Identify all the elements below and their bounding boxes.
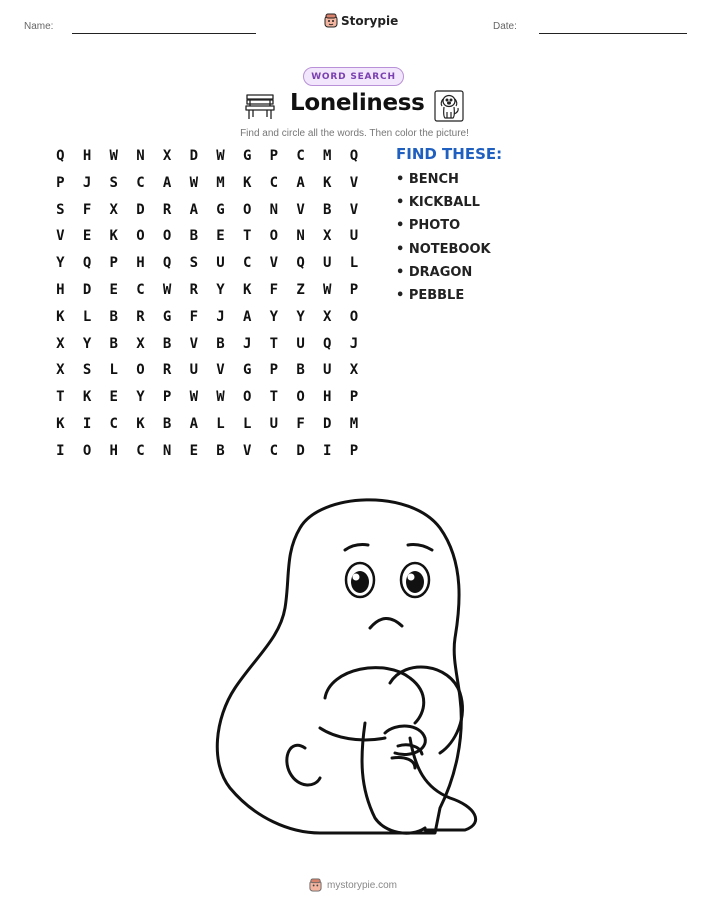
grid-letter[interactable]: F [296,415,305,432]
storypie-logo-icon [309,878,322,892]
grid-letter[interactable]: V [349,201,359,218]
grid-letter[interactable]: W [189,389,198,406]
grid-letter[interactable]: W [109,148,118,164]
grid-row [47,148,367,175]
grid-letter[interactable]: Y [136,389,145,406]
grid-letter[interactable]: N [296,228,305,245]
grid-letter[interactable]: V [296,201,305,218]
grid-letter[interactable]: Z [296,281,305,298]
grid-letter[interactable]: T [269,389,279,406]
grid-letter[interactable]: X [349,362,359,379]
grid-letter[interactable]: M [216,174,225,191]
dog-icon [434,90,464,122]
title-row [0,90,709,124]
grid-letter[interactable]: N [136,148,145,164]
storypie-logo-icon [324,13,338,28]
grid-letter[interactable]: X [136,335,145,352]
grid-letter[interactable]: D [189,148,198,164]
grid-letter[interactable]: V [242,442,252,459]
grid-letter[interactable]: L [216,415,225,432]
grid-letter[interactable]: O [242,201,252,218]
grid-letter[interactable]: C [136,174,145,191]
grid-letter[interactable]: I [323,442,332,459]
instructions: Find and circle all the words. Then color the picture! [240,128,469,139]
grid-letter[interactable]: W [216,148,225,164]
grid-letter[interactable]: N [162,442,172,459]
grid-letter[interactable]: K [242,281,252,298]
grid-letter[interactable]: B [162,415,172,432]
word-item: • DRAGON [396,264,473,280]
grid-letter[interactable]: A [296,174,305,191]
grid-letter[interactable]: A [189,201,198,218]
grid-letter[interactable]: H [136,255,145,272]
grid-row [47,175,367,202]
grid-letter[interactable]: G [162,308,172,325]
grid-letter[interactable]: N [269,201,279,218]
date-label: Date: [493,21,517,32]
grid-letter[interactable]: K [136,415,145,432]
grid-letter[interactable]: V [56,228,65,245]
grid-letter[interactable]: W [323,281,332,298]
grid-letter[interactable]: Q [323,335,332,352]
grid-letter[interactable]: C [136,442,145,459]
grid-letter[interactable]: U [189,362,198,379]
grid-letter[interactable]: O [269,228,279,245]
grid-letter[interactable]: L [82,308,92,325]
grid-letter[interactable]: K [56,308,65,325]
grid-letter[interactable]: D [136,201,145,218]
grid-letter[interactable]: X [323,308,332,325]
grid-letter[interactable]: G [242,148,252,164]
grid-letter[interactable]: B [216,335,225,352]
grid-letter[interactable]: L [242,415,252,432]
grid-letter[interactable]: J [82,174,92,191]
grid-letter[interactable]: U [323,255,332,272]
grid-letter[interactable]: J [242,335,252,352]
grid-letter[interactable]: T [269,335,279,352]
grid-letter[interactable]: B [323,201,332,218]
grid-letter[interactable]: P [349,389,359,406]
grid-letter[interactable]: B [109,335,118,352]
grid-letter[interactable]: A [242,308,252,325]
grid-letter[interactable]: J [349,335,359,352]
grid-letter[interactable]: K [242,174,252,191]
grid-letter[interactable]: C [109,415,118,432]
grid-row [47,255,367,282]
grid-letter[interactable]: X [56,362,65,379]
word-item: • KICKBALL [396,195,480,211]
grid-letter[interactable]: Q [82,255,92,272]
grid-letter[interactable]: L [349,255,359,272]
grid-letter[interactable]: C [242,255,252,272]
grid-letter[interactable]: C [296,148,305,164]
grid-letter[interactable]: P [349,442,359,459]
grid-letter[interactable]: X [109,201,118,218]
grid-letter[interactable]: D [296,442,305,459]
find-these-heading: FIND THESE: [396,145,503,163]
grid-letter[interactable]: O [349,308,359,325]
grid-letter[interactable]: W [189,174,198,191]
page-title: Loneliness [290,90,425,116]
grid-letter[interactable]: O [296,389,305,406]
grid-letter[interactable]: R [162,362,172,379]
grid-letter[interactable]: O [136,362,145,379]
grid-row [47,362,367,389]
grid-letter[interactable]: Y [56,255,65,272]
brand-name: Storypie [341,13,399,28]
grid-letter[interactable]: P [349,281,359,298]
grid-letter[interactable]: X [56,335,65,352]
grid-letter[interactable]: E [109,281,118,298]
grid-letter[interactable]: G [216,201,225,218]
grid-letter[interactable]: P [162,389,172,406]
grid-letter[interactable]: C [269,442,279,459]
grid-letter[interactable]: U [216,255,225,272]
grid-letter[interactable]: F [189,308,198,325]
grid-letter[interactable]: G [242,362,252,379]
grid-letter[interactable]: X [162,148,172,164]
grid-letter[interactable]: W [216,389,225,406]
grid-letter[interactable]: J [216,308,225,325]
name-label: Name: [24,21,54,32]
grid-letter[interactable]: U [323,362,332,379]
grid-letter[interactable]: Y [269,308,279,325]
grid-row [47,202,367,229]
grid-letter[interactable]: B [109,308,118,325]
grid-letter[interactable]: H [82,148,92,164]
sad-character-picture [210,488,500,848]
grid-letter[interactable]: P [56,174,65,191]
grid-row [47,336,367,363]
grid-letter[interactable]: O [242,389,252,406]
grid-letter[interactable]: Y [296,308,305,325]
grid-letter[interactable]: I [56,442,65,459]
grid-letter[interactable]: R [162,201,172,218]
grid-letter[interactable]: V [189,335,198,352]
grid-letter[interactable]: O [136,228,145,245]
grid-row [47,228,367,255]
grid-row [47,389,367,416]
grid-letter[interactable]: Y [82,335,92,352]
grid-letter[interactable]: U [349,228,359,245]
grid-row [47,443,367,470]
grid-letter[interactable]: P [109,255,118,272]
grid-letter[interactable]: P [269,148,279,164]
grid-letter[interactable]: O [82,442,92,459]
grid-letter[interactable]: K [82,389,92,406]
grid-letter[interactable]: I [82,415,92,432]
grid-letter[interactable]: K [323,174,332,191]
grid-letter[interactable]: E [189,442,198,459]
grid-letter[interactable]: K [109,228,118,245]
grid-letter[interactable]: F [269,281,279,298]
grid-letter[interactable]: F [82,201,92,218]
grid-letter[interactable]: H [323,389,332,406]
grid-letter[interactable]: Q [296,255,305,272]
brand-logo [324,13,398,28]
word-list [396,172,491,311]
name-line [72,33,256,34]
grid-row [47,282,367,309]
word-item: • NOTEBOOK [396,241,491,257]
grid-letter[interactable]: M [323,148,332,164]
grid-letter[interactable]: U [296,335,305,352]
grid-letter[interactable]: Q [162,255,172,272]
grid-letter[interactable]: A [162,174,172,191]
grid-letter[interactable]: H [56,281,65,298]
grid-letter[interactable]: D [323,415,332,432]
grid-letter[interactable]: C [136,281,145,298]
bench-icon [244,93,276,121]
word-search-badge: WORD SEARCH [303,67,404,86]
grid-letter[interactable]: V [216,362,225,379]
word-item: • PHOTO [396,218,461,234]
word-search-grid [47,148,367,470]
grid-letter[interactable]: A [189,415,198,432]
grid-letter[interactable]: R [136,308,145,325]
grid-letter[interactable]: Y [216,281,225,298]
grid-letter[interactable]: U [269,415,279,432]
grid-letter[interactable]: B [162,335,172,352]
grid-letter[interactable]: Q [56,148,65,164]
word-item: • PEBBLE [396,287,465,303]
word-item: • BENCH [396,172,459,187]
grid-row [47,416,367,443]
grid-letter[interactable]: S [109,174,118,191]
grid-letter[interactable]: R [189,281,198,298]
grid-letter[interactable]: S [56,201,65,218]
grid-letter[interactable]: C [269,174,279,191]
footer-url: mystorypie.com [327,879,398,891]
grid-letter[interactable]: B [189,228,198,245]
grid-letter[interactable]: B [216,442,225,459]
grid-letter[interactable]: P [269,362,279,379]
grid-letter[interactable]: K [56,415,65,432]
grid-letter[interactable]: E [216,228,225,245]
grid-letter[interactable]: E [82,228,92,245]
grid-letter[interactable]: T [56,389,65,406]
grid-letter[interactable]: S [82,362,92,379]
grid-row [47,309,367,336]
grid-letter[interactable]: V [349,174,359,191]
date-line [539,33,687,34]
grid-letter[interactable]: B [296,362,305,379]
grid-letter[interactable]: X [323,228,332,245]
grid-letter[interactable]: W [162,281,172,298]
grid-letter[interactable]: E [109,389,118,406]
footer [309,878,397,892]
grid-letter[interactable]: M [349,415,359,432]
grid-letter[interactable]: Q [349,148,359,164]
grid-letter[interactable]: T [242,228,252,245]
grid-letter[interactable]: L [109,362,118,379]
grid-letter[interactable]: D [82,281,92,298]
grid-letter[interactable]: S [189,255,198,272]
grid-letter[interactable]: H [109,442,118,459]
grid-letter[interactable]: V [269,255,279,272]
grid-letter[interactable]: O [162,228,172,245]
